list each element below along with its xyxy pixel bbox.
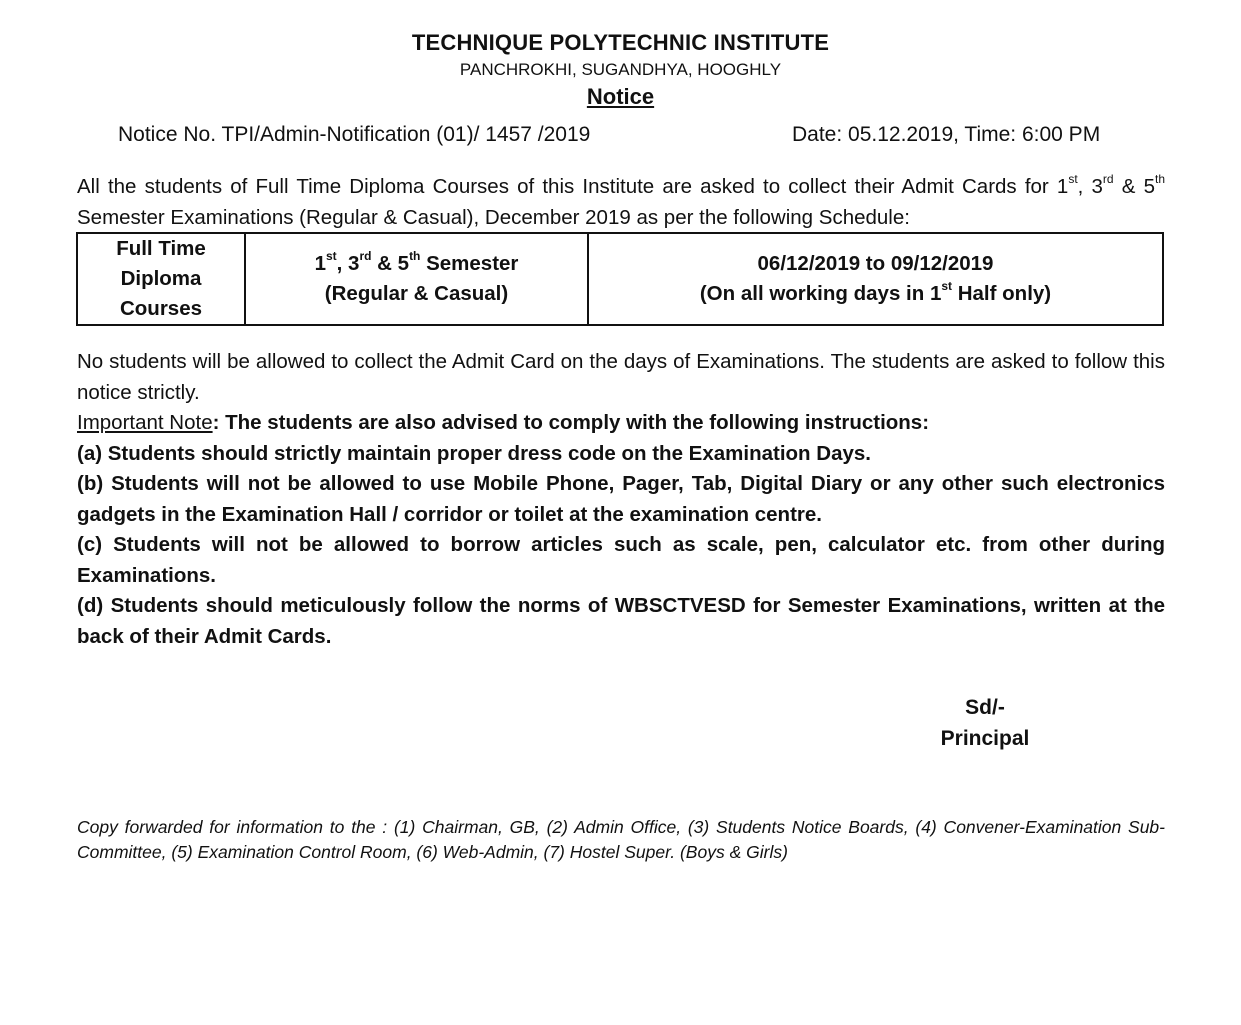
notice-number: Notice No. TPI/Admin-Notification (01)/ 1457 /2019: [118, 123, 591, 146]
instruction-item: (c) Students will not be allowed to borrow articles such as scale, pen, calculator etc. from other during Examinations.: [77, 533, 1165, 587]
signature-sd: Sd/-: [965, 696, 1005, 719]
semester-text-d: Semester: [420, 252, 519, 275]
intro-text-2: , 3: [1077, 175, 1103, 198]
after-table-paragraph: No students will be allowed to collect the Admit Card on the days of Examinations. The students are asked to follow this notice strictly.: [77, 350, 1165, 404]
intro-sup-1: st: [1068, 172, 1078, 187]
schedule-date-cell: [588, 233, 1163, 325]
semester-line-2: (Regular & Casual): [324, 282, 509, 305]
semester-sup-c: th: [409, 249, 421, 264]
semester-text-c: & 5: [371, 252, 410, 275]
notice-title-text: Notice: [586, 84, 655, 109]
intro-text-4: Semester Examinations (Regular & Casual), December 2019 as per the following Schedule:: [77, 205, 910, 229]
semester-line-1: [246, 249, 587, 279]
schedule-table: [76, 232, 1164, 326]
date-note-b: Half only): [952, 282, 1052, 305]
schedule-semester-cell: [245, 233, 588, 325]
instruction-item: (d) Students should meticulously follow the norms of WBSCTVESD for Semester Examinations, written at the back of their Admit Cards.: [77, 594, 1165, 648]
date-note: [589, 279, 1162, 309]
schedule-row: [77, 233, 1163, 325]
intro-text-3: & 5: [1113, 175, 1155, 198]
important-note-heading: [77, 408, 1165, 439]
signature-block: [930, 692, 1040, 754]
important-notes: [77, 408, 1165, 652]
intro-text-1: All the students of Full Time Diploma Courses of this Institute are asked to collect their Admit Cards for 1: [77, 175, 1069, 198]
signature-designation: Principal: [940, 727, 1030, 750]
institute-name: TECHNIQUE POLYTECHNIC INSTITUTE: [411, 30, 830, 55]
institute-address: PANCHROKHI, SUGANDHYA, HOOGHLY: [459, 60, 782, 79]
important-note-text: : The students are also advised to comply with the following instructions:: [212, 411, 930, 434]
notice-title: [0, 84, 1241, 110]
intro-paragraph: [77, 172, 1165, 233]
semester-text-b: , 3: [336, 252, 360, 275]
schedule-course-cell: [77, 233, 245, 325]
course-line-2: Diploma: [120, 267, 202, 290]
course-line-3: Courses: [119, 297, 203, 320]
semester-sup-b: rd: [359, 249, 372, 264]
notice-date: Date: 05.12.2019, Time: 6:00 PM: [792, 123, 1101, 146]
intro-sup-2: rd: [1102, 172, 1114, 187]
instruction-item: (b) Students will not be allowed to use Mobile Phone, Pager, Tab, Digital Diary or any other such electronics gadgets in the Examination Hall / corridor or toilet at the examination centre.: [77, 472, 1165, 526]
important-note-label: Important Note: [77, 411, 213, 434]
date-range: 06/12/2019 to 09/12/2019: [757, 252, 994, 275]
course-line-1: Full Time: [116, 237, 206, 260]
copy-forwarded: Copy forwarded for information to the : (1) Chairman, GB, (2) Admin Office, (3) Students Notice Boards, (4) Convener-Examination Sub-Committee, (5) Examination Control Room, (6) Web-Admin, (7) Hostel Super. (Boys & Girls): [77, 817, 1165, 862]
date-note-sup: st: [941, 279, 953, 294]
instruction-item: (a) Students should strictly maintain proper dress code on the Examination Days.: [77, 441, 871, 465]
date-note-a: (On all working days in 1: [699, 282, 942, 305]
semester-text-a: 1: [314, 252, 326, 275]
intro-sup-3: th: [1154, 172, 1165, 187]
semester-sup-a: st: [325, 249, 337, 264]
